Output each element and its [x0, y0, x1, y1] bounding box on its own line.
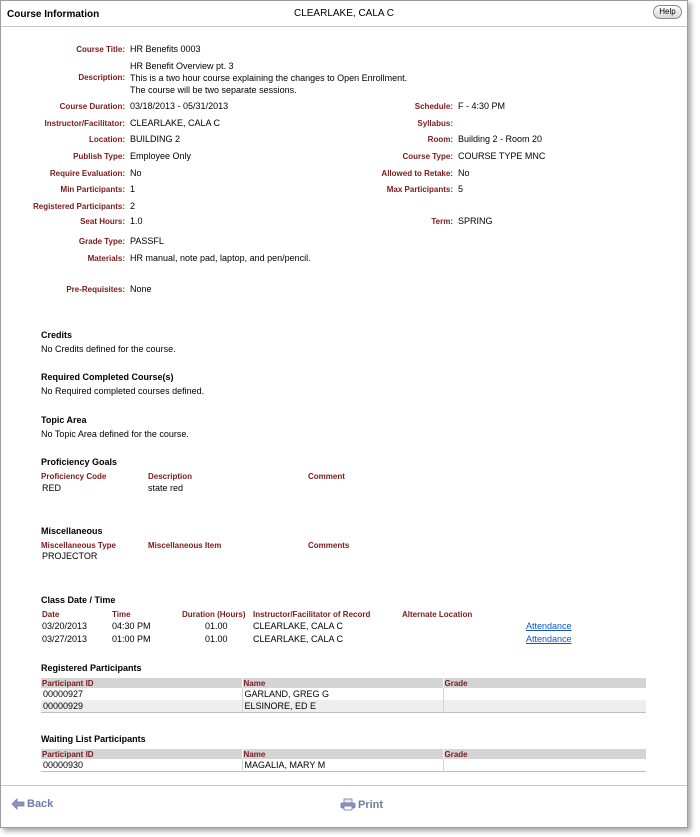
- participant-grade-cell: [443, 700, 646, 713]
- participant-name-cell: GARLAND, GREG G: [242, 688, 443, 700]
- location-label: Location:: [89, 135, 125, 144]
- topic-area-text: No Topic Area defined for the course.: [41, 429, 189, 439]
- registered-participants-value: 2: [130, 201, 136, 211]
- table-header-row: [41, 749, 646, 759]
- pre-requisites-label: Pre-Requisites:: [66, 285, 125, 294]
- class-duration-cell: 01.00: [205, 634, 228, 644]
- class-date-cell: 03/27/2013: [42, 634, 88, 644]
- instructor-label: Instructor/Facilitator:: [44, 119, 125, 128]
- term-value: SPRING: [458, 216, 493, 226]
- require-evaluation-label: Require Evaluation:: [49, 169, 125, 178]
- min-participants-label: Min Participants:: [60, 185, 125, 194]
- grade-type-value: PASSFL: [130, 236, 164, 246]
- participant-name-header: Name: [242, 749, 443, 759]
- misc-type-header: Miscellaneous Type: [41, 541, 116, 550]
- class-date-header: Date: [42, 610, 60, 619]
- course-type-label: Course Type:: [402, 152, 453, 161]
- registered-participants-heading: Registered Participants: [41, 663, 142, 673]
- misc-item-header: Miscellaneous Item: [148, 541, 222, 550]
- description-line: HR Benefit Overview pt. 3: [130, 61, 234, 71]
- required-courses-text: No Required completed courses defined.: [41, 386, 205, 396]
- required-courses-heading: Required Completed Course(s): [41, 372, 174, 382]
- participant-grade-cell: [443, 688, 646, 700]
- require-evaluation-value: No: [130, 168, 142, 178]
- participant-grade-header: Grade: [443, 678, 646, 688]
- room-value: Building 2 - Room 20: [458, 134, 543, 144]
- allowed-to-retake-value: No: [458, 168, 470, 178]
- table-row: [41, 688, 646, 700]
- help-button[interactable]: Help: [653, 5, 682, 19]
- proficiency-goals-heading: Proficiency Goals: [41, 457, 118, 467]
- proficiency-description-header: Description: [148, 472, 193, 481]
- course-title-label: Course Title:: [76, 45, 125, 54]
- credits-heading: Credits: [41, 330, 73, 340]
- window-title: Course Information: [7, 9, 100, 20]
- class-time-cell: 04:30 PM: [112, 621, 151, 631]
- credits-text: No Credits defined for the course.: [41, 344, 176, 354]
- waiting-list-heading: Waiting List Participants: [41, 734, 146, 744]
- class-date-time-heading: Class Date / Time: [41, 595, 116, 605]
- participant-name-cell: ELSINORE, ED E: [242, 700, 443, 713]
- waiting-list-table: [41, 749, 646, 772]
- class-duration-cell: 01.00: [205, 621, 228, 631]
- description-line: This is a two hour course explaining the changes to Open Enrollment.: [130, 73, 408, 83]
- course-title-value: HR Benefits 0003: [130, 44, 201, 54]
- topic-area-heading: Topic Area: [41, 415, 87, 425]
- participant-grade-cell: [443, 759, 646, 772]
- description-label: Description:: [78, 73, 125, 82]
- class-instructor-header: Instructor/Facilitator of Record: [253, 610, 371, 619]
- location-value: BUILDING 2: [130, 134, 181, 144]
- participant-id-cell: 00000929: [41, 700, 242, 713]
- class-instructor-cell: CLEARLAKE, CALA C: [253, 634, 344, 644]
- term-label: Term:: [431, 217, 453, 226]
- grade-type-label: Grade Type:: [78, 237, 125, 246]
- publish-type-label: Publish Type:: [73, 152, 125, 161]
- table-row: [41, 759, 646, 772]
- course-type-value: COURSE TYPE MNC: [458, 151, 546, 161]
- participant-name-cell: MAGALIA, MARY M: [242, 759, 443, 772]
- participant-id-header: Participant ID: [41, 678, 242, 688]
- materials-label: Materials:: [87, 254, 125, 263]
- proficiency-code-cell: RED: [42, 483, 62, 493]
- participant-id-cell: 00000927: [43, 689, 84, 699]
- back-arrow-icon: [11, 798, 25, 810]
- class-time-cell: 01:00 PM: [112, 634, 151, 644]
- room-label: Room:: [427, 135, 453, 144]
- current-user: CLEARLAKE, CALA C: [293, 8, 395, 19]
- seat-hours-value: 1.0: [130, 216, 143, 226]
- misc-type-cell: PROJECTOR: [42, 551, 98, 561]
- miscellaneous-heading: Miscellaneous: [41, 526, 103, 536]
- participant-id-header: Participant ID: [41, 749, 242, 759]
- class-alt-location-header: Alternate Location: [402, 610, 473, 619]
- participant-grade-header: Grade: [443, 749, 646, 759]
- misc-comments-header: Comments: [308, 541, 350, 550]
- print-label: Print: [358, 798, 384, 811]
- registered-participants-label: Registered Participants:: [32, 202, 125, 211]
- min-participants-value: 1: [130, 184, 136, 194]
- class-duration-header: Duration (Hours): [182, 610, 246, 619]
- syllabus-label: Syllabus:: [417, 119, 453, 128]
- attendance-link[interactable]: Attendance: [526, 621, 572, 631]
- printer-icon: [340, 798, 356, 811]
- participant-id-cell: 00000930: [43, 760, 84, 770]
- instructor-value: CLEARLAKE, CALA C: [130, 118, 221, 128]
- course-duration-value: 03/18/2013 - 05/31/2013: [130, 101, 229, 111]
- class-instructor-cell: CLEARLAKE, CALA C: [253, 621, 344, 631]
- title-bar: [1, 1, 687, 27]
- max-participants-value: 5: [458, 184, 464, 194]
- pre-requisites-value: None: [130, 284, 152, 294]
- class-time-header: Time: [112, 610, 131, 619]
- publish-type-value: Employee Only: [130, 151, 192, 161]
- back-label: Back: [27, 798, 54, 810]
- participant-name-header: Name: [242, 678, 443, 688]
- schedule-value: F - 4:30 PM: [458, 101, 506, 111]
- materials-value: HR manual, note pad, laptop, and pen/pencil.: [130, 253, 311, 263]
- schedule-label: Schedule:: [414, 102, 453, 111]
- proficiency-description-cell: state red: [148, 483, 184, 493]
- footer-divider: [1, 785, 687, 786]
- description-value: [130, 60, 407, 96]
- back-button[interactable]: [11, 798, 53, 810]
- class-date-cell: 03/20/2013: [42, 621, 88, 631]
- attendance-link[interactable]: Attendance: [526, 634, 572, 644]
- seat-hours-label: Seat Hours:: [80, 217, 125, 226]
- allowed-to-retake-label: Allowed to Retake:: [381, 169, 453, 178]
- description-line: The course will be two separate sessions.: [130, 85, 297, 95]
- print-button[interactable]: [340, 798, 383, 811]
- proficiency-comment-header: Comment: [308, 472, 345, 481]
- proficiency-code-header: Proficiency Code: [41, 472, 107, 481]
- course-duration-label: Course Duration:: [59, 102, 125, 111]
- table-row: [41, 700, 646, 713]
- table-header-row: [41, 678, 646, 688]
- registered-participants-table: [41, 678, 646, 713]
- max-participants-label: Max Participants:: [386, 185, 453, 194]
